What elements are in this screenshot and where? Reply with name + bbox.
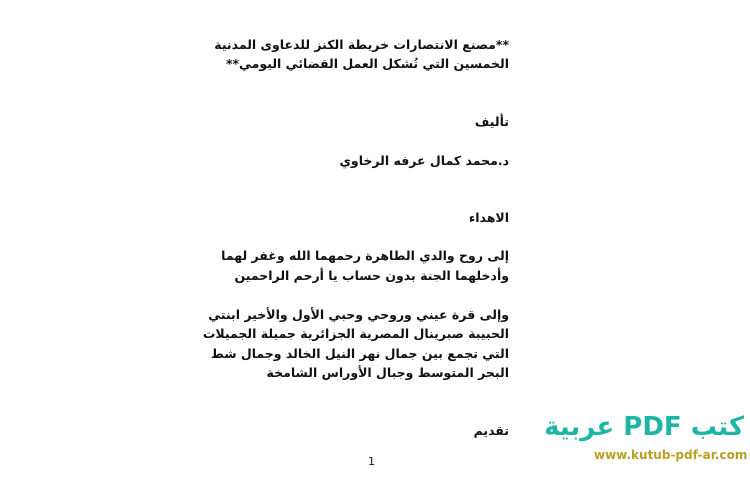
dedication-heading: الاهداء: [468, 210, 509, 225]
dedication-line: وإلى قرة عيني وروحي وحبي الأول والأخير ابنتي: [208, 307, 509, 322]
intro-heading: تقديم: [473, 423, 509, 438]
watermark-title: كتب PDF عربية: [544, 412, 744, 442]
site-watermark-logo: [544, 412, 748, 462]
dedication-line: إلى روح والدي الطاهرة رحمهما الله وغفر لهما: [221, 248, 509, 263]
dedication-line: التي تجمع بين جمال نهر النيل الخالد وجمال شط: [210, 346, 509, 361]
watermark-url: www.kutub-pdf-ar.com: [594, 448, 748, 462]
author-heading: تأليف: [474, 114, 509, 129]
author-name: د.محمد كمال عرفه الرخاوي: [339, 153, 509, 168]
page-number: 1: [368, 455, 375, 468]
book-title-line-1: **مصنع الانتصارات خريطة الكنز للدعاوى المدنية: [214, 37, 509, 52]
dedication-line: وأدخلهما الجنة بدون حساب يا أرحم الراحمين: [234, 268, 509, 283]
dedication-line: الحبيبة صبرينال المصرية الجزائرية جميلة الجميلات: [202, 326, 509, 341]
book-title-line-2: الخمسين التي تُشكل العمل القضائي اليومي**: [225, 56, 509, 71]
dedication-line: البحر المتوسط وجبال الأوراس الشامخة: [266, 365, 509, 380]
